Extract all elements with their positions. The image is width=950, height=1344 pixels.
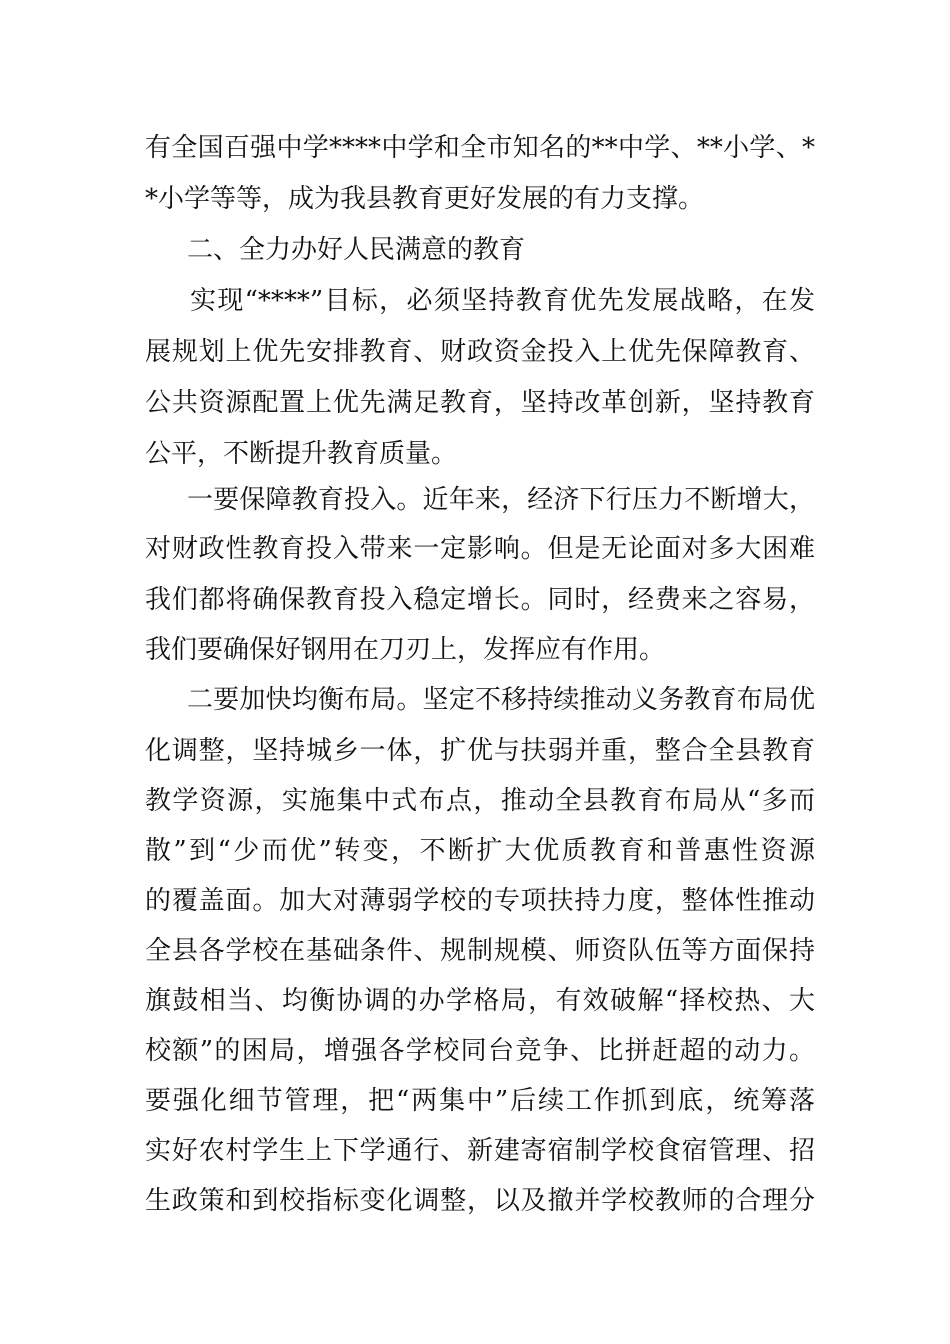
text-line: 实现“****”目标，必须坚持教育优先发展战略，在发 — [190, 286, 815, 316]
text-line: 对财政性教育投入带来一定影响。但是无论面对多大困难 — [145, 534, 815, 564]
text-line: 一要保障教育投入。近年来，经济下行压力不断增大， — [187, 485, 815, 515]
text-line: 全县各学校在基础条件、规制规模、师资队伍等方面保持 — [145, 936, 815, 966]
text-line: 化调整，坚持城乡一体，扩优与扶弱并重，整合全县教育 — [145, 736, 815, 766]
text-line: 我们都将确保教育投入稳定增长。同时，经费来之容易， — [145, 585, 815, 615]
text-line: 实好农村学生上下学通行、新建寄宿制学校食宿管理、招 — [145, 1136, 815, 1166]
text-line: 校额”的困局，增强各学校同台竞争、比拼赶超的动力。 — [145, 1036, 815, 1066]
text-line: *小学等等，成为我县教育更好发展的有力支撑。 — [145, 184, 705, 214]
text-line: 有全国百强中学****中学和全市知名的**中学、**小学、* — [145, 133, 815, 163]
text-line: 教学资源，实施集中式布点，推动全县教育布局从“多而 — [145, 786, 815, 816]
text-line: 我们要确保好钢用在刀刃上，发挥应有作用。 — [145, 635, 666, 665]
text-line: 二要加快均衡布局。坚定不移持续推动义务教育布局优 — [187, 685, 815, 715]
section-heading: 二、全力办好人民满意的教育 — [187, 235, 526, 265]
text-line: 的覆盖面。加大对薄弱学校的专项扶持力度，整体性推动 — [145, 886, 815, 916]
text-line: 要强化细节管理，把“两集中”后续工作抓到底，统筹落 — [145, 1086, 815, 1116]
text-line: 展规划上优先安排教育、财政资金投入上优先保障教育、 — [145, 337, 815, 367]
text-line: 旗鼓相当、均衡协调的办学格局，有效破解“择校热、大 — [145, 986, 815, 1016]
text-line: 散”到“少而优”转变，不断扩大优质教育和普惠性资源 — [145, 836, 815, 866]
text-line: 生政策和到校指标变化调整，以及撤并学校教师的合理分 — [145, 1186, 815, 1216]
text-line: 公共资源配置上优先满足教育，坚持改革创新，坚持教育 — [145, 388, 815, 418]
text-line: 公平，不断提升教育质量。 — [145, 439, 458, 469]
